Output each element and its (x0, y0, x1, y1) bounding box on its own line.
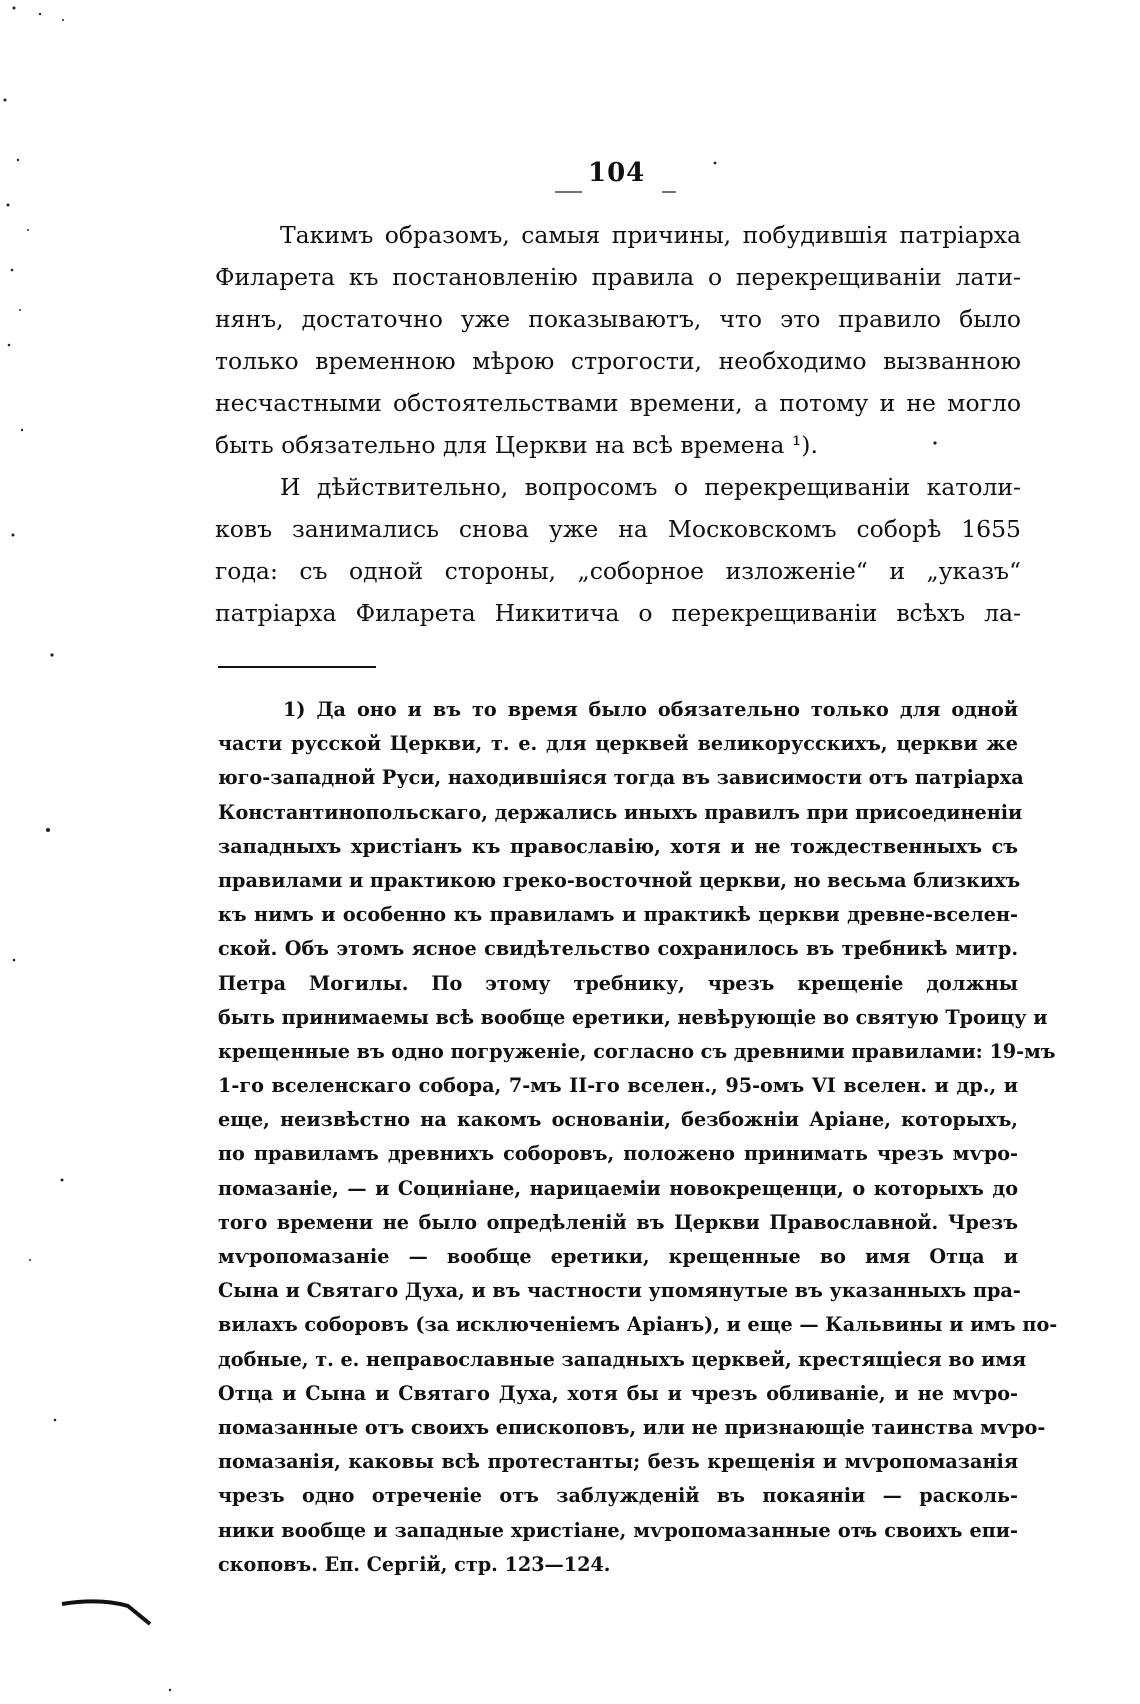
main-line: несчастными обстоятельствами времени, а потому и не могло (215, 389, 1021, 417)
footnote-line: помазанные отъ своихъ епископовъ, или не признающіе таинства мѵро- (218, 1415, 1046, 1439)
footnote-line: юго-западной Руси, находившіяся тогда въ зависимости отъ патріарха (218, 766, 1024, 790)
footnote-line: Петра Могилы. По этому требнику, чрезъ крещеніе должны (218, 971, 1018, 995)
footnote-line: скоповъ. Еп. Сергій, стр. 123—124. (218, 1552, 611, 1576)
footnote-line: 1-го вселенскаго собора, 7-мъ II-го вселен., 95-омъ VI вселен. и др., и (218, 1074, 1018, 1098)
footnote-line: ники вообще и западные христіане, мѵропомазанные отъ своихъ епи- (218, 1518, 1018, 1542)
footnote (218, 693, 1058, 1582)
main-line: Филарета къ постановленію правила о перекрещиваніи лати- (215, 263, 1021, 291)
footnote-line: быть принимаемы всѣ вообще еретики, невѣрующіе во святую Троицу и (218, 1005, 1048, 1029)
footnote-line: западныхъ христіанъ къ православію, хотя и не тождественныхъ съ (218, 834, 1018, 858)
main-line: только временною мѣрою строгости, необходимо вызванною (215, 347, 1021, 375)
footnote-separator (218, 666, 376, 668)
main-text (215, 214, 1021, 634)
footnote-line: помазаніе, — и Социніане, нарицаеміи новокрещенци, о которыхъ до (218, 1176, 1018, 1200)
footnote-line: вилахъ соборовъ (за исключеніемъ Аріанъ), и еще — Кальвины и имъ по- (218, 1313, 1058, 1337)
main-line: быть обязательно для Церкви на всѣ времена ¹). (215, 431, 818, 459)
footnote-line: Сына и Святаго Духа, и въ частности упомянутые въ указанныхъ пра- (218, 1279, 1021, 1303)
main-line: И дѣйствительно, вопросомъ о перекрещиваніи католи- (280, 473, 1021, 501)
main-line: нянъ, достаточно уже показываютъ, что это правило было (215, 305, 1021, 333)
footnote-line: части русской Церкви, т. е. для церквей великорусскихъ, церкви же (218, 732, 1018, 756)
main-line: патріарха Филарета Никитича о перекрещиваніи всѣхъ ла- (215, 599, 1021, 627)
footnote-line: крещенные въ одно погруженіе, согласно съ древними правилами: 19-мъ (218, 1039, 1056, 1063)
footnote-line: къ нимъ и особенно къ правиламъ и практикѣ церкви древне-вселен- (218, 903, 1018, 927)
footnote-line: мѵропомазаніе — вообще еретики, крещенные во имя Отца и (218, 1245, 1018, 1268)
footnote-line: ской. Объ этомъ ясное свидѣтельство сохранилось въ требникѣ митр. (218, 937, 1018, 961)
footnote-line: 1) Да оно и въ то время было обязательно только для одной (283, 698, 1018, 721)
footnote-line: Отца и Сына и Святаго Духа, хотя бы и чрезъ обливаніе, и не мѵро- (218, 1381, 1018, 1405)
main-line: ковъ занимались снова уже на Московскомъ соборѣ 1655 (215, 515, 1021, 543)
footnote-line: помазанія, каковы всѣ протестанты; безъ крещенія и мѵропомазанія (218, 1450, 1018, 1474)
page-number: 104 (588, 158, 646, 188)
footnote-line: еще, неизвѣстно на какомъ основаніи, безбожніи Аріане, которыхъ, (218, 1108, 1018, 1132)
footnote-line: добные, т. е. неправославные западныхъ церквей, крестящіеся во имя (218, 1347, 1027, 1371)
footnote-line: Константинопольскаго, держались иныхъ правилъ при присоединеніи (218, 800, 1023, 824)
main-line: года: съ одной стороны, „соборное изложеніе“ и „указъ“ (215, 557, 1021, 585)
main-line: Такимъ образомъ, самыя причины, побудившія патріарха (280, 221, 1021, 249)
footnote-line: того времени не было опредѣленій въ Церкви Православной. Чрезъ (218, 1210, 1018, 1234)
footnote-line: чрезъ одно отреченіе отъ заблужденій въ покаяніи — расколь- (218, 1484, 1018, 1508)
footnote-line: по правиламъ древнихъ соборовъ, положено принимать чрезъ мѵро- (218, 1142, 1018, 1166)
footnote-line: правилами и практикою греко-восточной церкви, но весьма близкихъ (218, 868, 1021, 892)
